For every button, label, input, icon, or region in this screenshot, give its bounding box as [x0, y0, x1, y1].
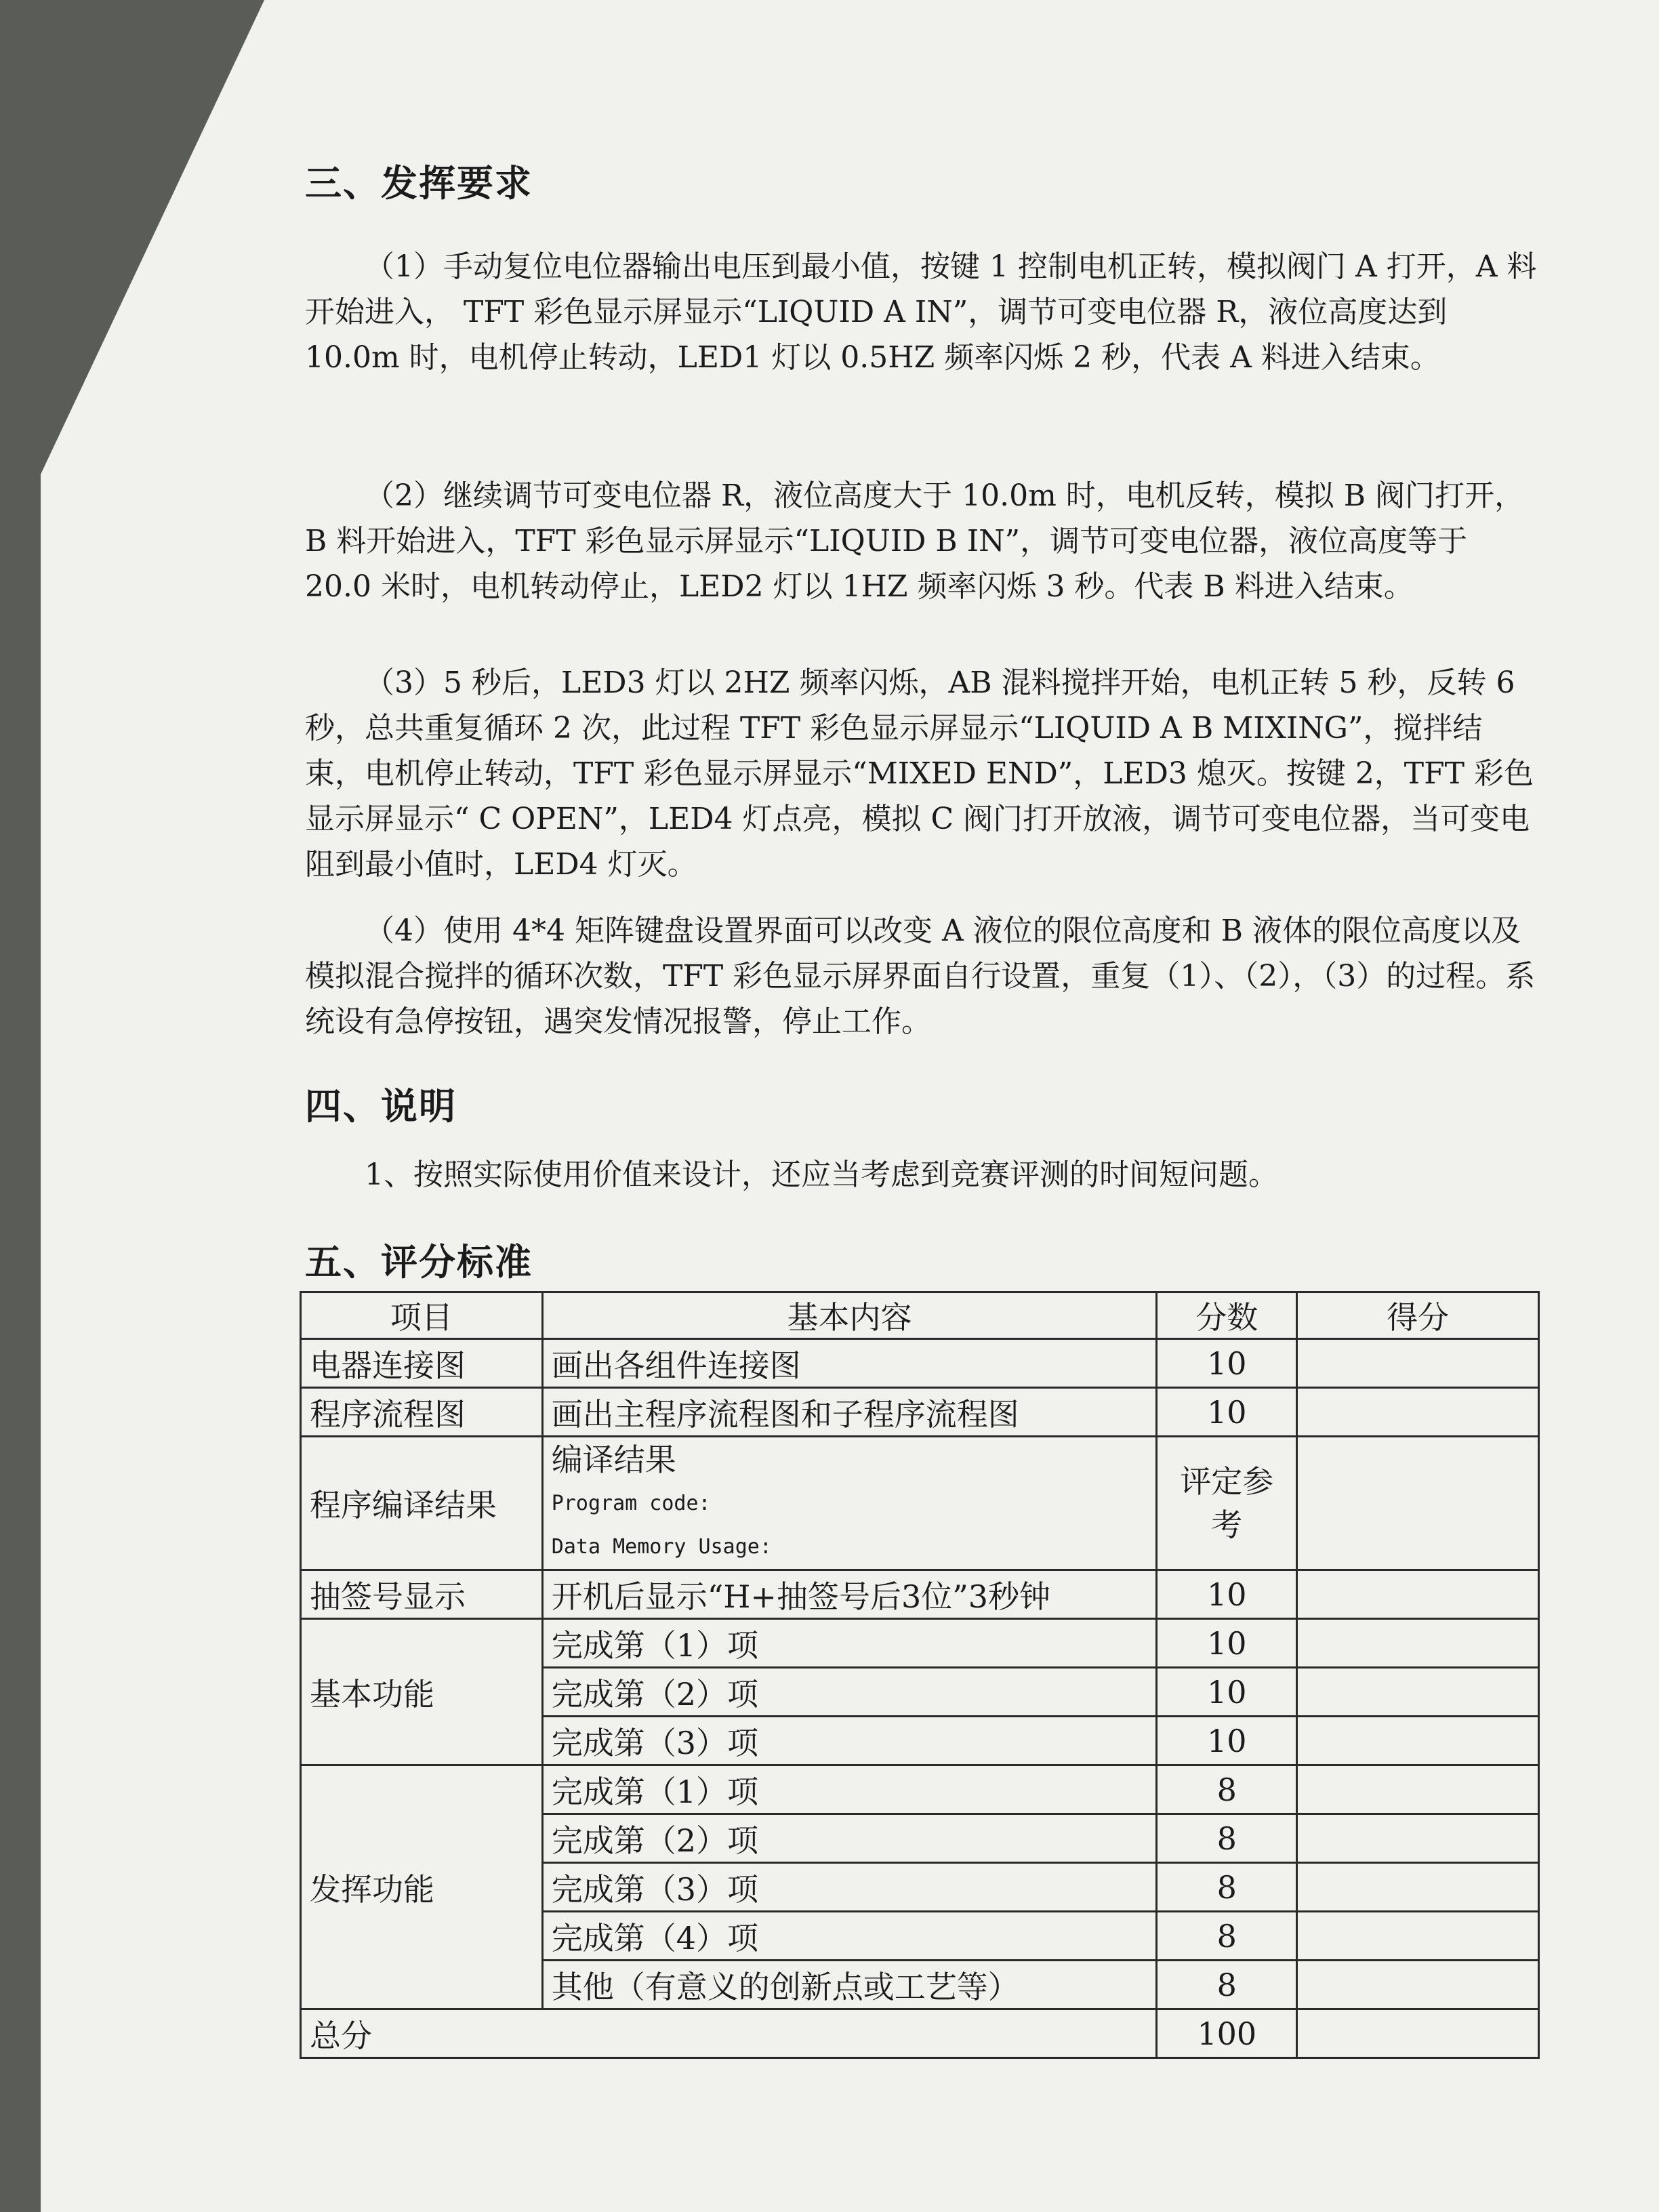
- total-label: 总分: [301, 2009, 1157, 2058]
- row-item: 程序编译结果: [301, 1437, 543, 1570]
- row-content: [542, 1437, 1156, 1570]
- table-total-row: [301, 2009, 1539, 2058]
- row-earned: [1297, 1961, 1539, 2009]
- row-score: 10: [1157, 1339, 1297, 1388]
- table-row: [301, 1437, 1539, 1570]
- table-row: [301, 1388, 1539, 1437]
- total-earned: [1297, 2009, 1539, 2058]
- table-row: [301, 1619, 1539, 1668]
- header-earned: 得分: [1297, 1292, 1539, 1339]
- row-earned: [1297, 1388, 1539, 1437]
- section-3-title: 三、发挥要求: [305, 162, 533, 205]
- row-score: 8: [1157, 1961, 1297, 2009]
- row-earned: [1297, 1863, 1539, 1912]
- row-score: 10: [1157, 1570, 1297, 1619]
- row-earned: [1297, 1912, 1539, 1961]
- scoring-table: [300, 1291, 1540, 2059]
- row-item: 电器连接图: [301, 1339, 543, 1388]
- row-earned: [1297, 1619, 1539, 1668]
- row-score: 10: [1157, 1388, 1297, 1437]
- row-score: 8: [1157, 1912, 1297, 1961]
- row-score: 10: [1157, 1717, 1297, 1765]
- row-score: 8: [1157, 1814, 1297, 1863]
- row-content: 完成第（3）项: [542, 1863, 1156, 1912]
- row-score: 评定参考: [1157, 1437, 1297, 1570]
- total-score: 100: [1157, 2009, 1297, 2058]
- program-code-label: Program code:: [551, 1492, 711, 1515]
- section-5-title: 五、评分标准: [305, 1241, 533, 1284]
- row-earned: [1297, 1668, 1539, 1717]
- table-row: [301, 1570, 1539, 1619]
- row-score: 10: [1157, 1668, 1297, 1717]
- document-page: [41, 0, 1659, 2212]
- row-content: 完成第（3）项: [542, 1717, 1156, 1765]
- row-score: 8: [1157, 1863, 1297, 1912]
- row-earned: [1297, 1570, 1539, 1619]
- row-item: 发挥功能: [301, 1765, 543, 2009]
- section-3-paragraph-4: （4）使用 4*4 矩阵键盘设置界面可以改变 A 液位的限位高度和 B 液体的限位高度以及模拟混合搅拌的循环次数，TFT 彩色显示屏界面自行设置，重复（1）、（2），（3）的过程。系统设有急停按钮，遇突发情况报警，停止工作。: [305, 914, 1536, 1039]
- section-3-paragraph-3: （3）5 秒后，LED3 灯以 2HZ 频率闪烁，AB 混料搅拌开始，电机正转 5 秒，反转 6 秒，总共重复循环 2 次，此过程 TFT 彩色显示屏显示“LIQUID A B MIXING”，搅拌结束，电机停止转动，TFT 彩色显示屏显示“MIXED END”，LED3 熄灭。按键 2，TFT 彩色显示屏显示“ C OPEN”，LED4 灯点亮，模拟 C 阀门打开放液，调节可变电位器，当可变电阻到最小值时，LED4 灯灭。: [305, 665, 1534, 882]
- row-content: 画出各组件连接图: [542, 1339, 1156, 1388]
- row-content: 完成第（1）项: [542, 1765, 1156, 1814]
- table-row: [301, 1339, 1539, 1388]
- row-earned: [1297, 1717, 1539, 1765]
- folded-corner: [41, 0, 264, 474]
- section-4-paragraph-1: 1、按照实际使用价值来设计，还应当考虑到竞赛评测的时间短问题。: [365, 1158, 1278, 1192]
- row-earned: [1297, 1437, 1539, 1570]
- table-header-row: [301, 1292, 1539, 1339]
- row-content: 画出主程序流程图和子程序流程图: [542, 1388, 1156, 1437]
- table-row: [301, 1765, 1539, 1814]
- header-score: 分数: [1157, 1292, 1297, 1339]
- data-memory-label: Data Memory Usage:: [551, 1535, 772, 1559]
- row-item: 基本功能: [301, 1619, 543, 1765]
- row-item: 程序流程图: [301, 1388, 543, 1437]
- row-item: 抽签号显示: [301, 1570, 543, 1619]
- row-earned: [1297, 1339, 1539, 1388]
- row-content: 完成第（2）项: [542, 1668, 1156, 1717]
- header-content: 基本内容: [542, 1292, 1156, 1339]
- row-earned: [1297, 1814, 1539, 1863]
- row-content: 其他（有意义的创新点或工艺等）: [542, 1961, 1156, 2009]
- row-score: 10: [1157, 1619, 1297, 1668]
- row-content: 完成第（2）项: [542, 1814, 1156, 1863]
- row-content: 开机后显示“H+抽签号后3位”3秒钟: [542, 1570, 1156, 1619]
- section-4-title: 四、说明: [305, 1085, 457, 1128]
- row-content: 完成第（4）项: [542, 1912, 1156, 1961]
- header-item: 项目: [301, 1292, 543, 1339]
- row-content: 完成第（1）项: [542, 1619, 1156, 1668]
- row-earned: [1297, 1765, 1539, 1814]
- compile-result-label: 编译结果: [551, 1441, 676, 1478]
- section-3-paragraph-1: （1）手动复位电位器输出电压到最小值，按键 1 控制电机正转，模拟阀门 A 打开，A 料开始进入， TFT 彩色显示屏显示“LIQUID A IN”，调节可变电位器 R，液位高度达到 10.0m 时，电机停止转动，LED1 灯以 0.5HZ 频率闪烁 2 秒，代表 A 料进入结束。: [305, 249, 1537, 375]
- section-3-paragraph-2: （2）继续调节可变电位器 R，液位高度大于 10.0m 时，电机反转，模拟 B 阀门打开，B 料开始进入，TFT 彩色显示屏显示“LIQUID B IN”，调节可变电位器，液位高度等于 20.0 米时，电机转动停止，LED2 灯以 1HZ 频率闪烁 3 秒。代表 B 料进入结束。: [305, 478, 1525, 604]
- row-score: 8: [1157, 1765, 1297, 1814]
